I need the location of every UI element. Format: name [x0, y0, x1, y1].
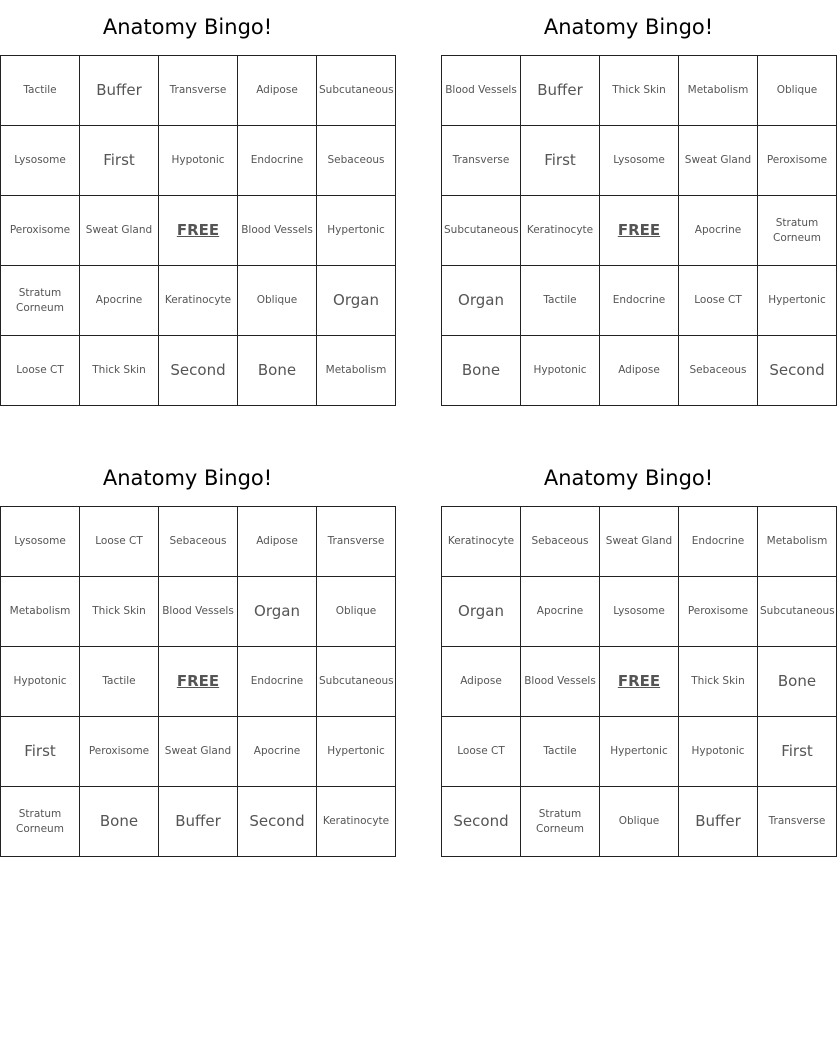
bingo-cell: Transverse — [442, 126, 521, 196]
bingo-cell: Hypotonic — [1, 647, 80, 717]
bingo-cell: Sweat Gland — [600, 507, 679, 577]
bingo-row — [442, 56, 837, 126]
bingo-cell: Blood Vessels — [238, 196, 317, 266]
bingo-cell: Metabolism — [1, 577, 80, 647]
bingo-row — [1, 717, 396, 787]
card-title: Anatomy Bingo! — [102, 15, 273, 39]
free-space-cell: FREE — [600, 196, 679, 266]
bingo-row — [442, 126, 837, 196]
bingo-cell: Thick Skin — [679, 647, 758, 717]
bingo-cell: Stratum Corneum — [758, 196, 837, 266]
bingo-row — [1, 577, 396, 647]
bingo-cell: First — [80, 126, 159, 196]
bingo-grid — [441, 55, 837, 406]
bingo-cell: Apocrine — [80, 266, 159, 336]
card-title: Anatomy Bingo! — [102, 466, 273, 490]
bingo-cell: Subcutaneous — [758, 577, 837, 647]
bingo-cell: Lysosome — [600, 577, 679, 647]
bingo-cell: Hypertonic — [600, 717, 679, 787]
bingo-cell: Hypotonic — [521, 336, 600, 406]
bingo-row — [1, 126, 396, 196]
bingo-cell: Tactile — [80, 647, 159, 717]
bingo-cell: Oblique — [600, 787, 679, 857]
bingo-cell: Transverse — [159, 56, 238, 126]
bingo-cell: Hypotonic — [679, 717, 758, 787]
bingo-row — [1, 507, 396, 577]
bingo-row — [1, 336, 396, 406]
bingo-cell: Metabolism — [317, 336, 396, 406]
bingo-cell: Hypertonic — [317, 717, 396, 787]
bingo-cell: Metabolism — [679, 56, 758, 126]
bingo-cell: Peroxisome — [758, 126, 837, 196]
bingo-cell: Thick Skin — [600, 56, 679, 126]
bingo-cell: Metabolism — [758, 507, 837, 577]
bingo-cell: Organ — [442, 577, 521, 647]
bingo-cell: Lysosome — [1, 126, 80, 196]
bingo-cell: Loose CT — [1, 336, 80, 406]
bingo-cell: Endocrine — [238, 647, 317, 717]
bingo-cell: Thick Skin — [80, 577, 159, 647]
bingo-cell: Sebaceous — [521, 507, 600, 577]
bingo-cell: Endocrine — [600, 266, 679, 336]
bingo-cell: Stratum Corneum — [1, 266, 80, 336]
bingo-cell: Stratum Corneum — [521, 787, 600, 857]
bingo-cell: Keratinocyte — [442, 507, 521, 577]
bingo-cell: Tactile — [521, 266, 600, 336]
bingo-cell: Hypertonic — [317, 196, 396, 266]
bingo-cell: Second — [442, 787, 521, 857]
card-title: Anatomy Bingo! — [543, 466, 714, 490]
bingo-row — [1, 56, 396, 126]
bingo-cell: Subcutaneous — [317, 647, 396, 717]
bingo-cell: Oblique — [317, 577, 396, 647]
bingo-row — [1, 787, 396, 857]
free-space-cell: FREE — [159, 196, 238, 266]
bingo-cell: Sebaceous — [679, 336, 758, 406]
bingo-cell: Tactile — [1, 56, 80, 126]
bingo-cell: Transverse — [317, 507, 396, 577]
bingo-cell: Second — [758, 336, 837, 406]
bingo-cell: Peroxisome — [679, 577, 758, 647]
bingo-row — [442, 787, 837, 857]
bingo-grid — [0, 55, 396, 406]
bingo-cell: Bone — [758, 647, 837, 717]
bingo-cell: Loose CT — [442, 717, 521, 787]
bingo-cell: Peroxisome — [1, 196, 80, 266]
bingo-cell: Second — [238, 787, 317, 857]
bingo-cell: Keratinocyte — [159, 266, 238, 336]
bingo-cell: Sweat Gland — [80, 196, 159, 266]
bingo-cell: Blood Vessels — [442, 56, 521, 126]
bingo-cell: Blood Vessels — [159, 577, 238, 647]
bingo-cell: Sweat Gland — [159, 717, 238, 787]
free-space-cell: FREE — [600, 647, 679, 717]
bingo-row — [442, 196, 837, 266]
bingo-cell: Adipose — [600, 336, 679, 406]
bingo-cell: Subcutaneous — [442, 196, 521, 266]
bingo-row — [442, 647, 837, 717]
bingo-cell: Apocrine — [521, 577, 600, 647]
bingo-cell: Organ — [442, 266, 521, 336]
bingo-card-3 — [0, 451, 394, 857]
bingo-row — [442, 266, 837, 336]
bingo-cell: Keratinocyte — [317, 787, 396, 857]
bingo-cell: Transverse — [758, 787, 837, 857]
bingo-cell: Hypertonic — [758, 266, 837, 336]
bingo-cell: Endocrine — [238, 126, 317, 196]
bingo-cell: Sebaceous — [159, 507, 238, 577]
card-title: Anatomy Bingo! — [543, 15, 714, 39]
bingo-cell: First — [521, 126, 600, 196]
bingo-cell: Stratum Corneum — [1, 787, 80, 857]
bingo-cell: First — [1, 717, 80, 787]
bingo-row — [442, 717, 837, 787]
bingo-cell: Buffer — [521, 56, 600, 126]
bingo-row — [1, 196, 396, 266]
bingo-cell: Buffer — [159, 787, 238, 857]
bingo-cell: Adipose — [442, 647, 521, 717]
bingo-cell: Buffer — [679, 787, 758, 857]
bingo-cell: Sweat Gland — [679, 126, 758, 196]
bingo-row — [1, 266, 396, 336]
bingo-cell: Loose CT — [80, 507, 159, 577]
bingo-cell: Organ — [238, 577, 317, 647]
bingo-cell: Blood Vessels — [521, 647, 600, 717]
bingo-card-4 — [441, 451, 835, 857]
bingo-row — [1, 647, 396, 717]
bingo-card-2 — [441, 0, 828, 406]
bingo-cell: Tactile — [521, 717, 600, 787]
bingo-cell: Oblique — [758, 56, 837, 126]
bingo-cell: Subcutaneous — [317, 56, 396, 126]
bingo-cell: Endocrine — [679, 507, 758, 577]
bingo-cell: Loose CT — [679, 266, 758, 336]
bingo-grid — [441, 506, 837, 857]
bingo-cell: Bone — [238, 336, 317, 406]
free-space-cell: FREE — [159, 647, 238, 717]
bingo-cell: Lysosome — [1, 507, 80, 577]
bingo-row — [442, 336, 837, 406]
bingo-cell: Peroxisome — [80, 717, 159, 787]
bingo-cell: Apocrine — [238, 717, 317, 787]
bingo-cell: Bone — [80, 787, 159, 857]
bingo-cell: Sebaceous — [317, 126, 396, 196]
bingo-row — [442, 507, 837, 577]
bingo-cell: First — [758, 717, 837, 787]
bingo-grid — [0, 506, 396, 857]
bingo-cell: Organ — [317, 266, 396, 336]
bingo-cell: Second — [159, 336, 238, 406]
bingo-cell: Apocrine — [679, 196, 758, 266]
bingo-row — [442, 577, 837, 647]
bingo-cell: Buffer — [80, 56, 159, 126]
bingo-cell: Adipose — [238, 507, 317, 577]
bingo-cell: Hypotonic — [159, 126, 238, 196]
bingo-cell: Thick Skin — [80, 336, 159, 406]
bingo-cell: Keratinocyte — [521, 196, 600, 266]
bingo-card-1 — [0, 0, 394, 406]
bingo-cell: Adipose — [238, 56, 317, 126]
bingo-cell: Lysosome — [600, 126, 679, 196]
bingo-cell: Oblique — [238, 266, 317, 336]
bingo-cell: Bone — [442, 336, 521, 406]
